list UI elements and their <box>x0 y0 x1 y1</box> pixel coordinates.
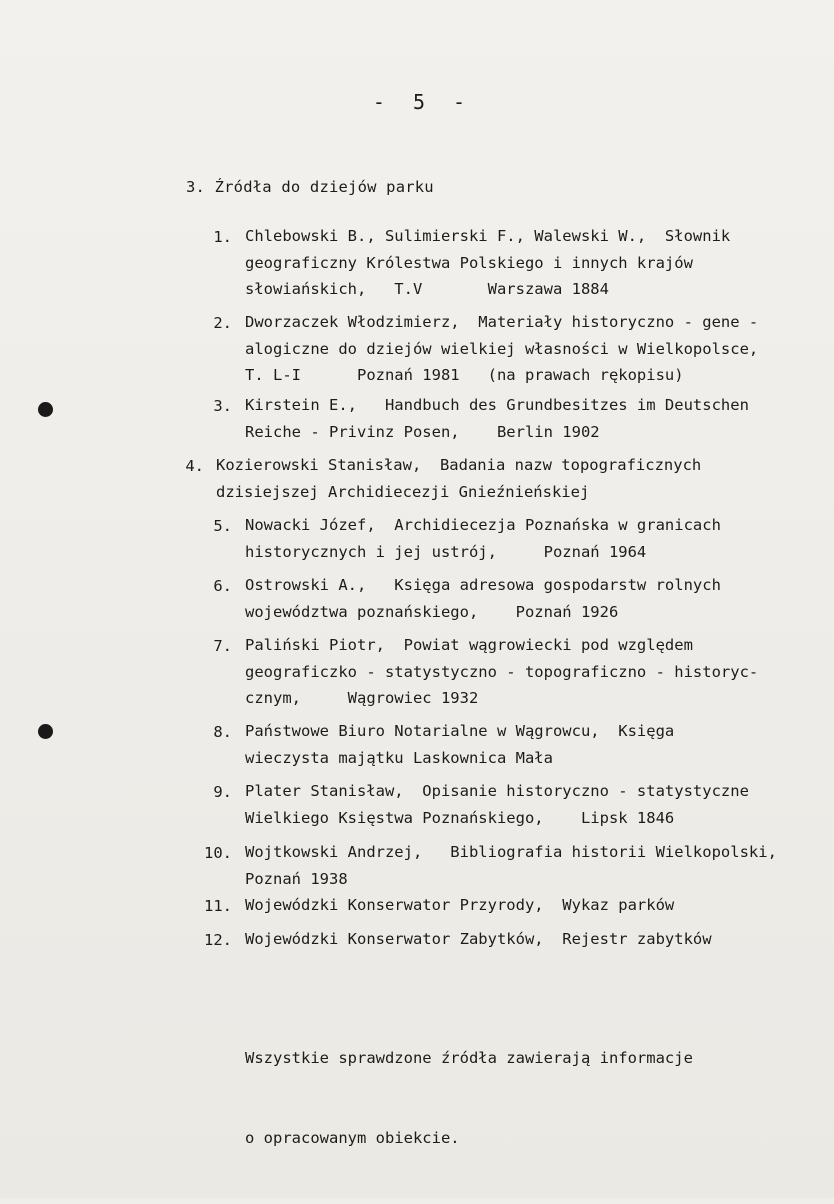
entry-text <box>245 718 674 771</box>
entry-number: 11. <box>204 897 232 915</box>
entry-line: Wojtkowski Andrzej, Bibliografia historii Wielkopolski, <box>245 843 777 861</box>
entry-number: 2. <box>213 314 232 332</box>
entry-text <box>245 223 730 303</box>
entry-line: Wojewódzki Konserwator Zabytków, Rejestr zabytków <box>245 930 712 948</box>
entry-line: Reiche - Privinz Posen, Berlin 1902 <box>245 422 600 441</box>
entry-line: cznym, Wągrowiec 1932 <box>245 689 479 707</box>
punch-hole-top <box>38 402 53 417</box>
entry-number: 9. <box>213 783 232 801</box>
entry-line: dzisiejszej Archidiecezji Gnieźnieńskiej <box>216 482 590 501</box>
closing-line: o opracowanym obiekcie. <box>245 1128 460 1147</box>
entry-line: Ostrowski A., Księga adresowa gospodarstw rolnych <box>245 576 721 594</box>
page-number: - 5 - <box>372 90 474 114</box>
entry-number: 6. <box>213 577 232 595</box>
closing-note <box>245 992 693 1204</box>
punch-hole-bottom <box>38 724 53 739</box>
entry-text <box>245 512 721 565</box>
entry-line: słowiańskich, T.V Warszawa 1884 <box>245 280 609 298</box>
entry-line: Paliński Piotr, Powiat wągrowiecki pod względem <box>245 636 693 654</box>
entry-number: 1. <box>213 228 232 246</box>
entry-line: Państwowe Biuro Notarialne w Wągrowcu, Księga <box>245 722 675 740</box>
entry-number: 12. <box>204 931 232 949</box>
entry-line: Plater Stanisław, Opisanie historyczno - statystyczne <box>245 782 749 800</box>
entry-number: 7. <box>213 637 232 655</box>
entry-line: historycznych i jej ustrój, Poznań 1964 <box>245 542 647 561</box>
entry-line: T. L-I Poznań 1981 (na prawach rękopisu) <box>245 366 684 384</box>
entry-line: Kozierowski Stanisław, Badania nazw topograficznych <box>216 456 702 474</box>
entry-line: geograficzny Królestwa Polskiego i innych krajów <box>245 253 693 272</box>
entry-line: Dworzaczek Włodzimierz, Materiały historyczno - gene - <box>245 313 759 331</box>
entry-text <box>245 839 777 892</box>
entry-text <box>245 572 721 625</box>
entry-text <box>245 632 758 712</box>
entry-text <box>216 452 701 505</box>
entry-line: wieczysta majątku Laskownica Mała <box>245 748 553 767</box>
entry-line: geograficzko - statystyczno - topograficzno - historyc- <box>245 662 759 681</box>
entry-text <box>245 778 749 831</box>
entry-line: Chlebowski B., Sulimierski F., Walewski W., Słownik <box>245 227 731 245</box>
entry-number: 10. <box>204 844 232 862</box>
entry-number: 4. <box>185 457 204 475</box>
entry-line: Wojewódzki Konserwator Przyrody, Wykaz parków <box>245 896 675 914</box>
entry-text <box>245 309 758 389</box>
entry-text <box>245 392 749 445</box>
section-heading: 3. Źródła do dziejów parku <box>186 178 434 196</box>
entry-number: 3. <box>213 397 232 415</box>
entry-line: Wielkiego Księstwa Poznańskiego, Lipsk 1846 <box>245 808 675 827</box>
entry-line: województwa poznańskiego, Poznań 1926 <box>245 602 619 621</box>
closing-line: Wszystkie sprawdzone źródła zawierają informacje <box>245 1049 693 1067</box>
entry-line: alogiczne do dziejów wielkiej własności w Wielkopolsce, <box>245 339 759 358</box>
entry-text <box>245 892 674 919</box>
entry-number: 8. <box>213 723 232 741</box>
entry-line: Kirstein E., Handbuch des Grundbesitzes im Deutschen <box>245 396 749 414</box>
entry-line: Poznań 1938 <box>245 869 348 888</box>
entry-number: 5. <box>213 517 232 535</box>
entry-line: Nowacki Józef, Archidiecezja Poznańska w granicach <box>245 516 721 534</box>
entry-text <box>245 926 712 953</box>
